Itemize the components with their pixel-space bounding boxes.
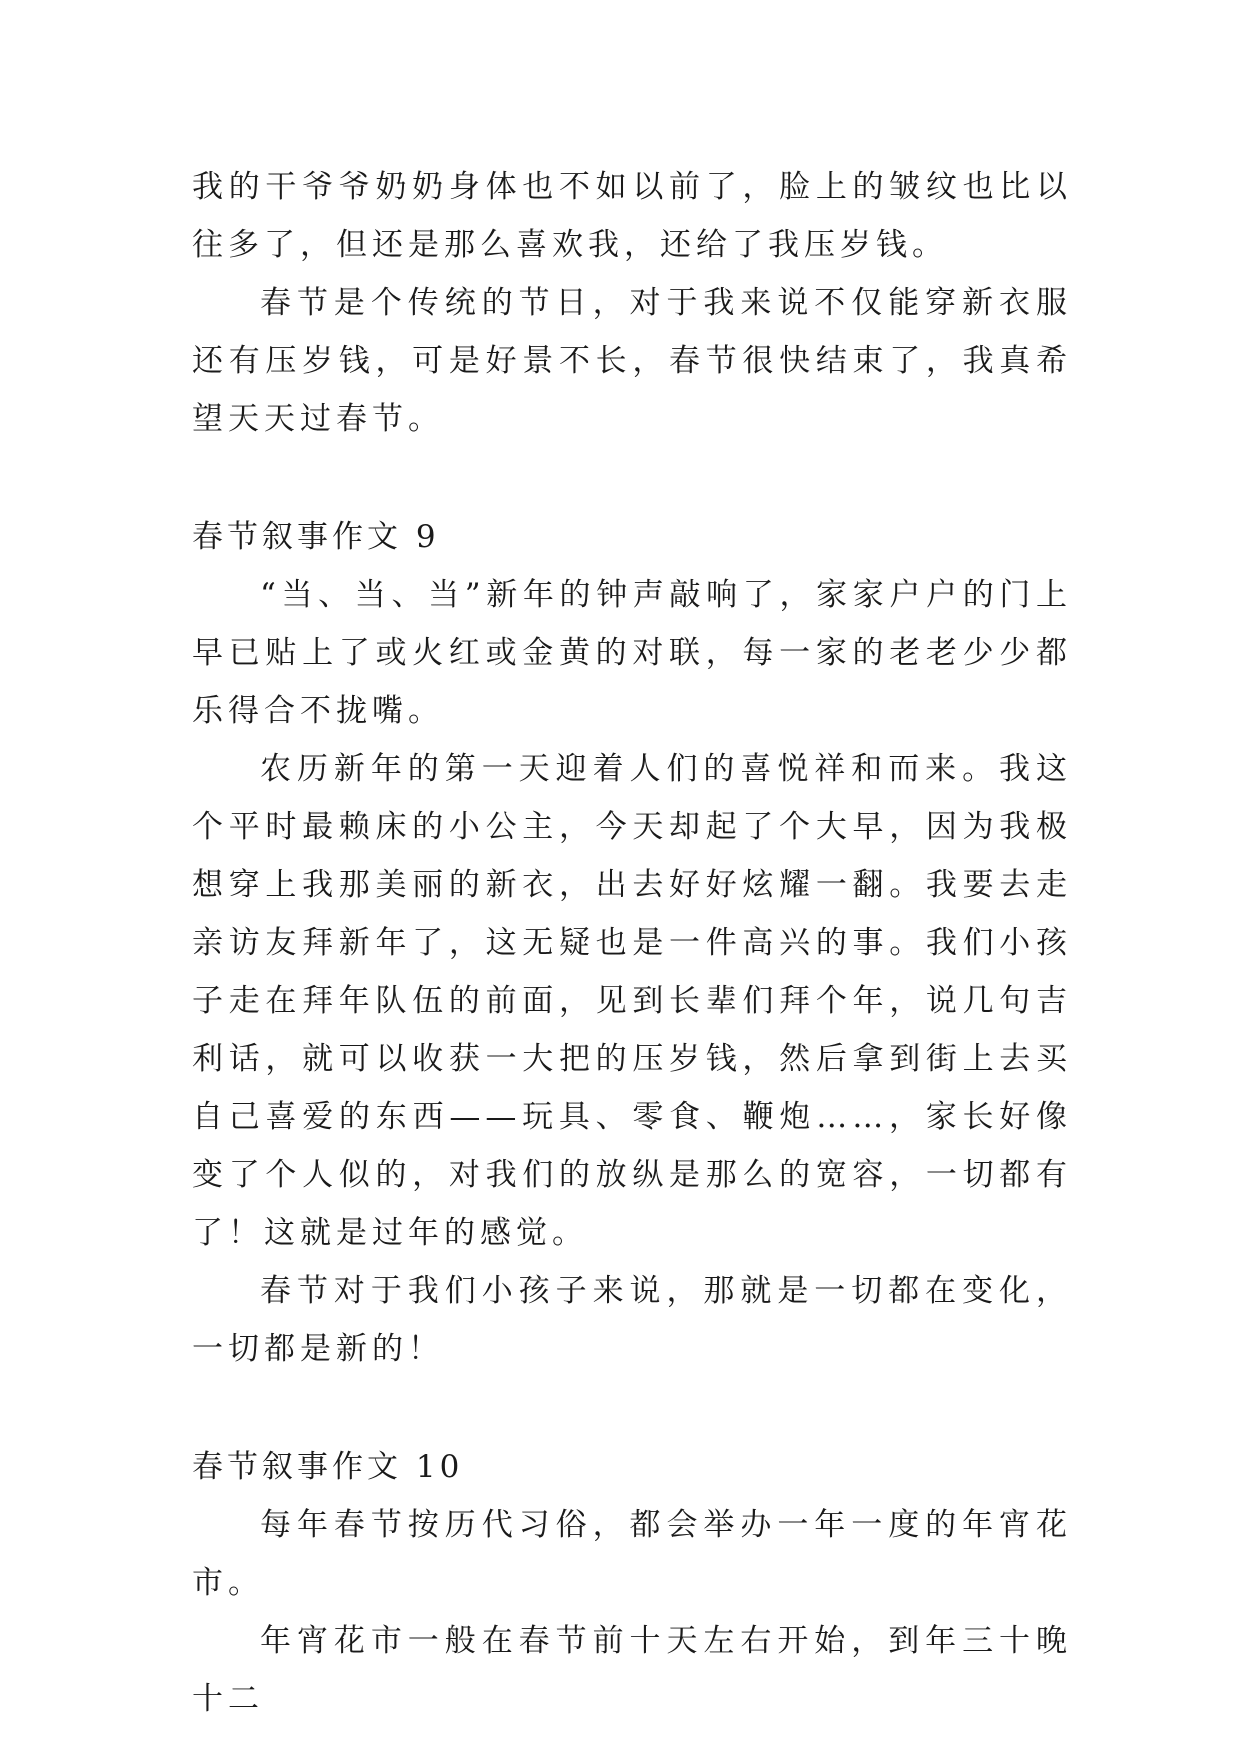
paragraph: “当、当、当”新年的钟声敲响了，家家户户的门上早已贴上了或火红或金黄的对联，每一家的老老少少都乐得合不拢嘴。: [192, 577, 1072, 729]
document-body: [192, 158, 1072, 1728]
section-heading: 春节叙事作文 9: [192, 519, 440, 555]
paragraph: 年宵花市一般在春节前十天左右开始，到年三十晚十二: [192, 1623, 1072, 1717]
paragraph: 我的干爷爷奶奶身体也不如以前了，脸上的皱纹也比以往多了，但还是那么喜欢我，还给了我压岁钱。: [192, 169, 1072, 263]
paragraph: 每年春节按历代习俗，都会举办一年一度的年宵花市。: [192, 1507, 1072, 1601]
section-heading: 春节叙事作文 10: [192, 1449, 464, 1485]
paragraph: 农历新年的第一天迎着人们的喜悦祥和而来。我这个平时最赖床的小公主，今天却起了个大早，因为我极想穿上我那美丽的新衣，出去好好炫耀一翻。我要去走亲访友拜新年了，这无疑也是一件高兴的事。我们小孩子走在拜年队伍的前面，见到长辈们拜个年，说几句吉利话，就可以收获一大把的压岁钱，然后拿到街上去买自己喜爱的东西——玩具、零食、鞭炮……，家长好像变了个人似的，对我们的放纵是那么的宽容，一切都有了！这就是过年的感觉。: [192, 751, 1072, 1251]
paragraph: 春节是个传统的节日，对于我来说不仅能穿新衣服还有压岁钱，可是好景不长，春节很快结束了，我真希望天天过春节。: [192, 285, 1072, 437]
paragraph: 春节对于我们小孩子来说，那就是一切都在变化，一切都是新的！: [192, 1273, 1072, 1367]
